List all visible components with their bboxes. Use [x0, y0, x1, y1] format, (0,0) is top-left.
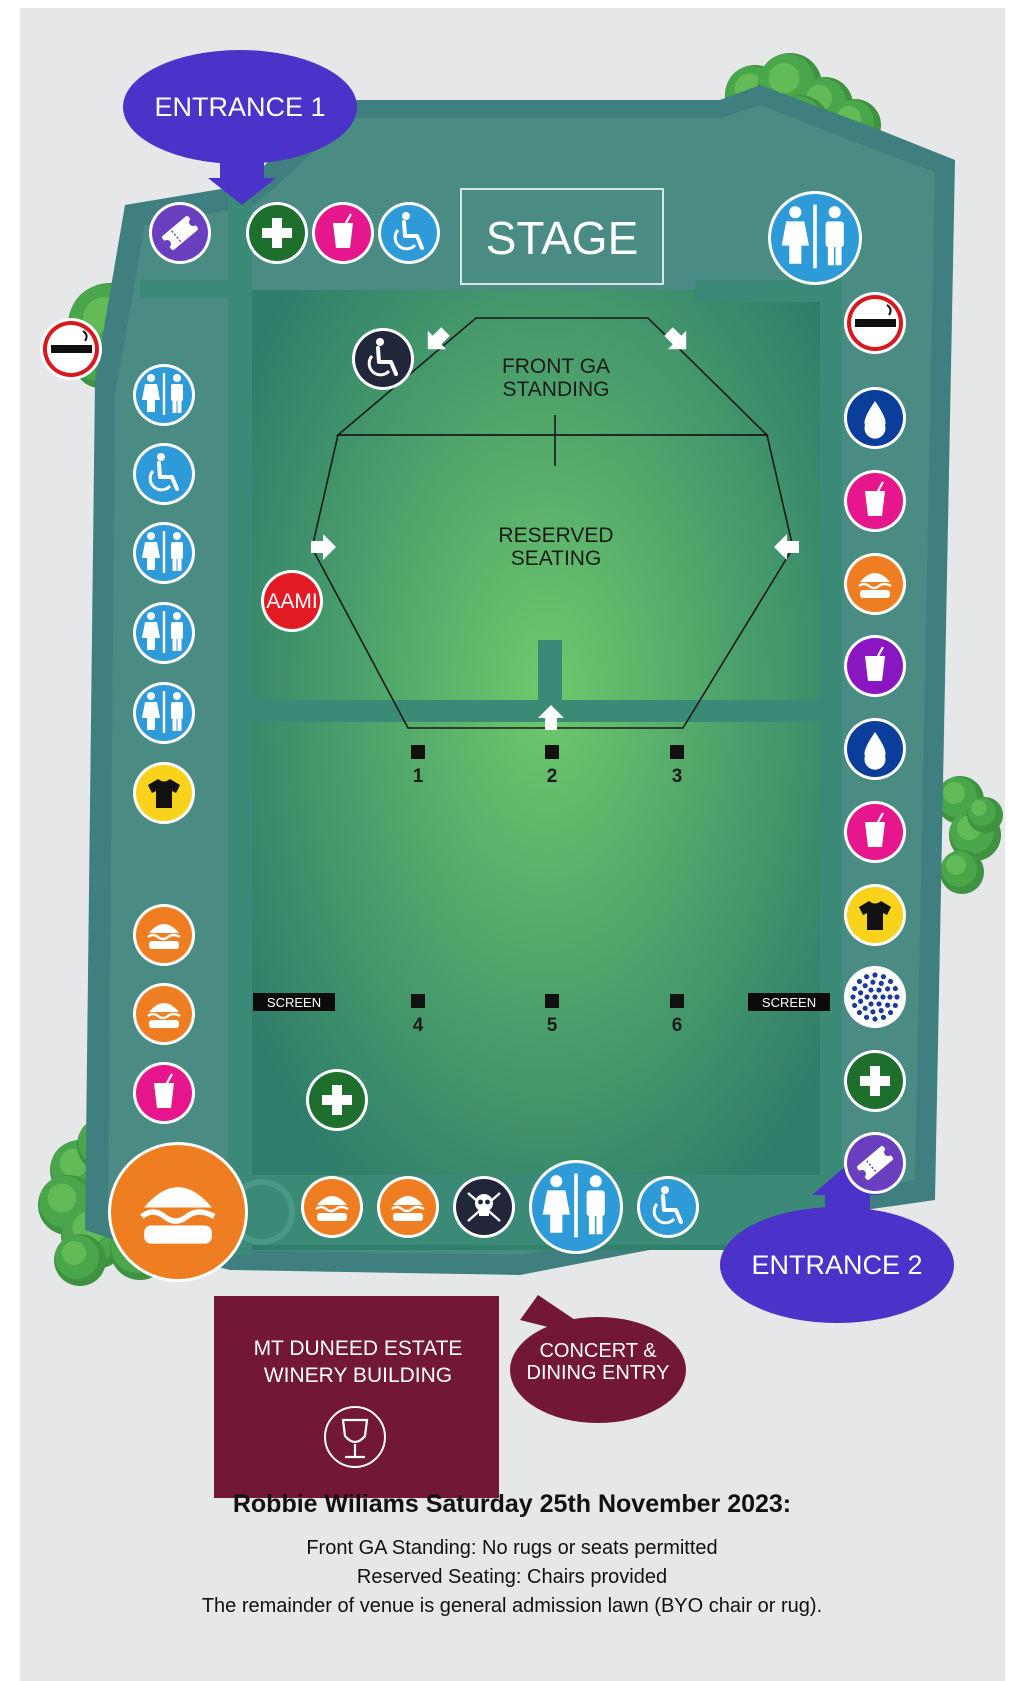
- screen-label-1: SCREEN: [266, 995, 322, 1010]
- accessible-icon-top: [378, 202, 440, 264]
- pirate-skull-icon-bottom: [453, 1176, 515, 1238]
- aami-label: AAMI: [266, 590, 318, 613]
- screen-label-2: SCREEN: [761, 995, 817, 1010]
- drinks-icon-right-5: [844, 635, 906, 697]
- accessible-platform-icon: [352, 328, 414, 390]
- first-aid-icon-lawn: [306, 1069, 368, 1131]
- winery-label-line2: WINERY BUILDING: [263, 1364, 453, 1387]
- ticket-icon-top-left: [149, 202, 211, 264]
- front-ga-label-line1: FRONT GA: [501, 355, 611, 378]
- reserved-label-line1: RESERVED: [498, 524, 614, 547]
- food-icon-right-4: [844, 553, 906, 615]
- drinks-icon-left: [133, 1062, 195, 1124]
- caption-front-ga: Front GA Standing: No rugs or seats permitted: [306, 1537, 718, 1559]
- drinks-icon-right-3: [844, 470, 906, 532]
- merchandise-icon-left-6: [133, 762, 195, 824]
- drinks-icon-right-7: [844, 801, 906, 863]
- marker-square-1: [411, 745, 425, 759]
- marker-label-5: 5: [546, 1015, 558, 1036]
- winery-label-line1: MT DUNEED ESTATE: [253, 1337, 463, 1360]
- food-icon-left-1: [133, 904, 195, 966]
- entrance-2-label: ENTRANCE 2: [751, 1250, 923, 1280]
- marker-label-1: 1: [412, 766, 424, 787]
- dotted-circle-icon-right-9: [844, 966, 906, 1028]
- aami-sponsor-badge: [261, 570, 323, 632]
- first-aid-icon-right-10: [844, 1050, 906, 1112]
- toilets-icon-left-3: [133, 522, 195, 584]
- toilets-icon-top-right: [768, 191, 862, 285]
- toilets-icon-left-1: [133, 364, 195, 426]
- winery-building: [214, 1296, 499, 1498]
- merchandise-icon-right-8: [844, 884, 906, 946]
- marker-label-3: 3: [671, 766, 683, 787]
- ticket-icon-right-11: [844, 1132, 906, 1194]
- toilets-icon-bottom: [529, 1160, 623, 1254]
- water-icon-right-2: [844, 387, 906, 449]
- caption-remainder: The remainder of venue is general admission lawn (BYO chair or rug).: [201, 1595, 823, 1617]
- marker-square-3: [670, 745, 684, 759]
- marker-square-4: [411, 994, 425, 1008]
- accessible-icon-bottom: [637, 1176, 699, 1238]
- front-ga-label-line2: STANDING: [502, 378, 610, 401]
- marker-square-5: [545, 994, 559, 1008]
- event-title: Robbie Wiliams Saturday 25th November 2023:: [232, 1490, 792, 1518]
- food-icon-bottom-2: [377, 1176, 439, 1238]
- marker-label-4: 4: [412, 1015, 424, 1036]
- no-smoking-icon-right-1: [844, 292, 906, 354]
- food-icon-left-2: [133, 983, 195, 1045]
- toilets-icon-left-4: [133, 602, 195, 664]
- water-icon-right-6: [844, 718, 906, 780]
- caption-reserved: Reserved Seating: Chairs provided: [356, 1566, 668, 1588]
- marker-label-6: 6: [671, 1015, 683, 1036]
- food-icon-large: [108, 1142, 248, 1282]
- marker-square-6: [670, 994, 684, 1008]
- accessible-icon-left-2: [133, 443, 195, 505]
- no-smoking-icon-left: [40, 318, 102, 380]
- drinks-icon-top: [312, 202, 374, 264]
- toilets-icon-left-5: [133, 682, 195, 744]
- reserved-label-line2: SEATING: [510, 547, 602, 570]
- concert-entry-line1: CONCERT &: [539, 1340, 657, 1362]
- concert-entry-line2: DINING ENTRY: [526, 1362, 670, 1384]
- first-aid-icon-top: [246, 202, 308, 264]
- marker-square-2: [545, 745, 559, 759]
- food-icon-bottom-1: [301, 1176, 363, 1238]
- stage-label: STAGE: [485, 212, 639, 264]
- entrance-1-label: ENTRANCE 1: [154, 92, 326, 122]
- marker-label-2: 2: [546, 766, 558, 787]
